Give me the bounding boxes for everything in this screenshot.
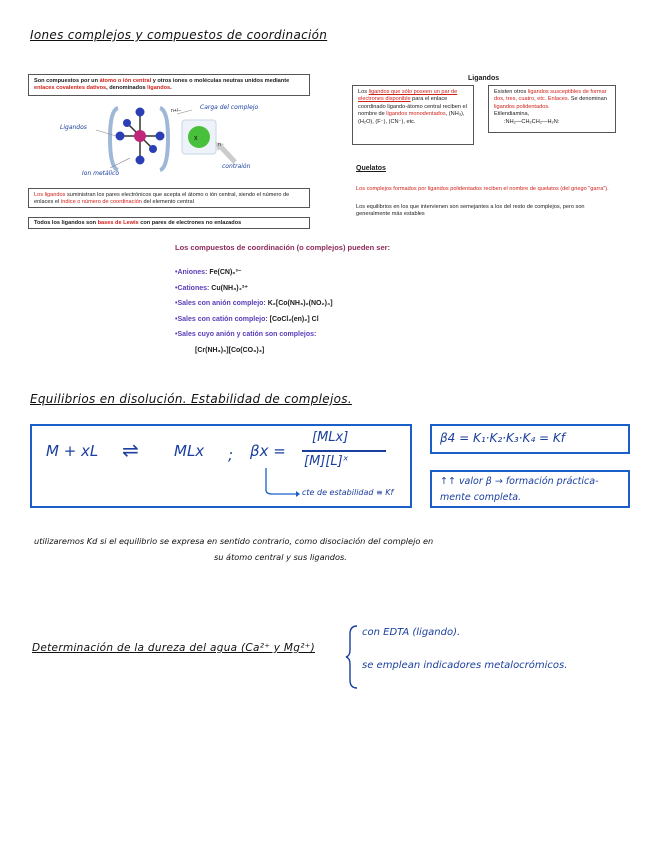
constant-arrow — [260, 468, 300, 498]
lewis-text-1: Todos los ligandos son — [34, 220, 98, 226]
curly-brace — [344, 624, 360, 690]
quelatos-text: Los equilibrios en los que intervienen son semejantes a los del resto de complejos, pero son generalmente más estables — [356, 204, 585, 218]
equilibrium-arrow: ⇌ — [122, 438, 139, 462]
intro-text-3: , denominados — [106, 85, 148, 92]
poly-red-2: ligandos polidentados. — [494, 103, 550, 110]
intro-text-1: Son compuestos por un — [34, 78, 100, 84]
poly-text-2: . Se denominan — [567, 96, 607, 103]
intro-text-4: . — [170, 85, 172, 92]
ligand-red-2: índice o número de coordinación — [60, 199, 142, 206]
beta-label: βx = — [250, 442, 286, 460]
ligand-atom — [149, 145, 157, 153]
polydentate-box — [488, 85, 616, 133]
list-item: •Cationes: Cu(NH₃)₄²⁺ — [175, 284, 248, 292]
list-item-last: [Cr(NH₃)₆][Co(CO₃)₃] — [195, 346, 265, 354]
kd-note-line2: su átomo central y sus ligandos. — [214, 552, 347, 562]
lewis-text-2: con pares de electrones no enlazados — [138, 220, 242, 226]
intro-red-bonds: enlaces covalentes dativos — [34, 85, 107, 92]
ligand-atom — [116, 132, 125, 141]
intro-red-ligands: ligandos — [147, 85, 171, 92]
label-contraion: contraión — [222, 163, 251, 170]
mono-text-3: , (NH₃), (H₂O), (F⁻), (CN⁻), etc. — [358, 111, 465, 125]
beta-note-2: mente completa. — [440, 492, 522, 503]
svg-text:x: x — [194, 135, 198, 142]
ligand-definition-box — [28, 188, 310, 208]
complex-diagram — [60, 98, 270, 184]
beta-note-1: ↑↑ valor β → formación práctica- — [440, 476, 599, 487]
counterion — [188, 126, 210, 148]
kd-note-line1: utilizaremos Kd si el equilibrio se expresa en sentido contrario, como disociación del complejo en — [34, 536, 434, 546]
intro-box — [28, 74, 310, 96]
dureza-item-2: se emplean indicadores metalocrómicos. — [362, 660, 568, 671]
quelatos-red-text: Los complejos formados por ligandos polidentados reciben el nombre de quelatos (del griego "garra"). — [356, 186, 609, 192]
separator: ; — [228, 446, 234, 464]
label-n: n — [218, 142, 221, 148]
constant-note: cte de estabilidad ≡ Kf — [302, 488, 394, 497]
label-nplus: n+/– — [171, 108, 181, 114]
poly-text-1: Existen otros — [494, 89, 528, 95]
ligand-atom — [136, 108, 145, 117]
poly-red-1: ligandos susceptibles de formar dos, tres, cuatro, etc. Enlaces — [494, 89, 607, 103]
ligand-end: del elemento central — [141, 199, 194, 206]
list-item: •Sales cuyo anión y catión son complejos: — [175, 331, 317, 338]
compuestos-heading: Los compuestos de coordinación (o complejos) pueden ser: — [175, 243, 391, 252]
reaction-left: M + xL — [46, 442, 99, 460]
section-title-dureza: Determinación de la dureza del agua (Ca²⁺ y Mg²⁺) — [32, 642, 315, 654]
monodentate-box — [352, 85, 474, 145]
intro-text-2: y otros iones o moléculas neutras unidos mediante — [151, 78, 290, 84]
ligand-atom — [136, 156, 145, 165]
equilibrium-box — [30, 424, 412, 508]
mono-text-1: Los — [358, 89, 369, 95]
section-title-complexes: Iones complejos y compuestos de coordinación — [30, 28, 328, 42]
section-title-equilibria: Equilibrios en disolución. Estabilidad de complejos. — [30, 392, 352, 406]
central-ion — [134, 130, 146, 142]
poly-formula: :NH₂—CH₂CH₂—H₂N: — [504, 118, 560, 125]
ligand-atom — [156, 132, 165, 141]
lewis-box — [28, 217, 310, 229]
fraction-numerator: [MLx] — [312, 430, 349, 445]
fraction-denominator: [M][L]ˣ — [304, 454, 349, 469]
list-item: •Aniones: Fe(CN)₆³⁻ — [175, 269, 242, 276]
label-ligandos: Ligandos — [60, 124, 87, 131]
label-carga: Carga del complejo — [200, 104, 259, 111]
dureza-item-1: con EDTA (ligando). — [362, 627, 461, 638]
list-item: •Sales con catión complejo: [CoCl₂(en)₂] Cl — [175, 315, 319, 323]
ligandos-heading: Ligandos — [468, 75, 500, 82]
poly-name: Etilendiamina, — [494, 111, 530, 118]
ligand-red-1: Los ligandos — [34, 192, 66, 198]
quelatos-heading: Quelatos — [356, 165, 386, 172]
ligand-text: suministran los pares electrónicos que acepta el átomo o ión central, siendo el número de enlaces el — [34, 192, 290, 206]
fraction-bar — [302, 450, 386, 452]
mono-red-2: ligandos monodentados — [386, 111, 446, 118]
label-ion-metalico: Ion metálico — [82, 170, 120, 177]
ligand-atom — [123, 119, 131, 127]
beta4-box — [430, 424, 630, 454]
reaction-right: MLx — [174, 442, 205, 460]
intro-red-atom: átomo o ión central — [99, 78, 152, 84]
beta4-formula: β4 = K₁·K₂·K₃·K₄ = Kf — [440, 431, 565, 445]
list-item: •Sales con anión complejo: K₂[Co(NH₃)₂(NO₂)₄] — [175, 300, 333, 307]
lewis-red: bases de Lewis — [97, 220, 139, 226]
beta-note-box — [430, 470, 630, 508]
mono-text-2: para el enlace coordinado ligando-átomo central reciben el nombre de — [358, 96, 467, 118]
mono-red-1: ligandos que sólo poseen un par de electrones disponible — [358, 89, 458, 103]
compuestos-list — [175, 265, 333, 358]
